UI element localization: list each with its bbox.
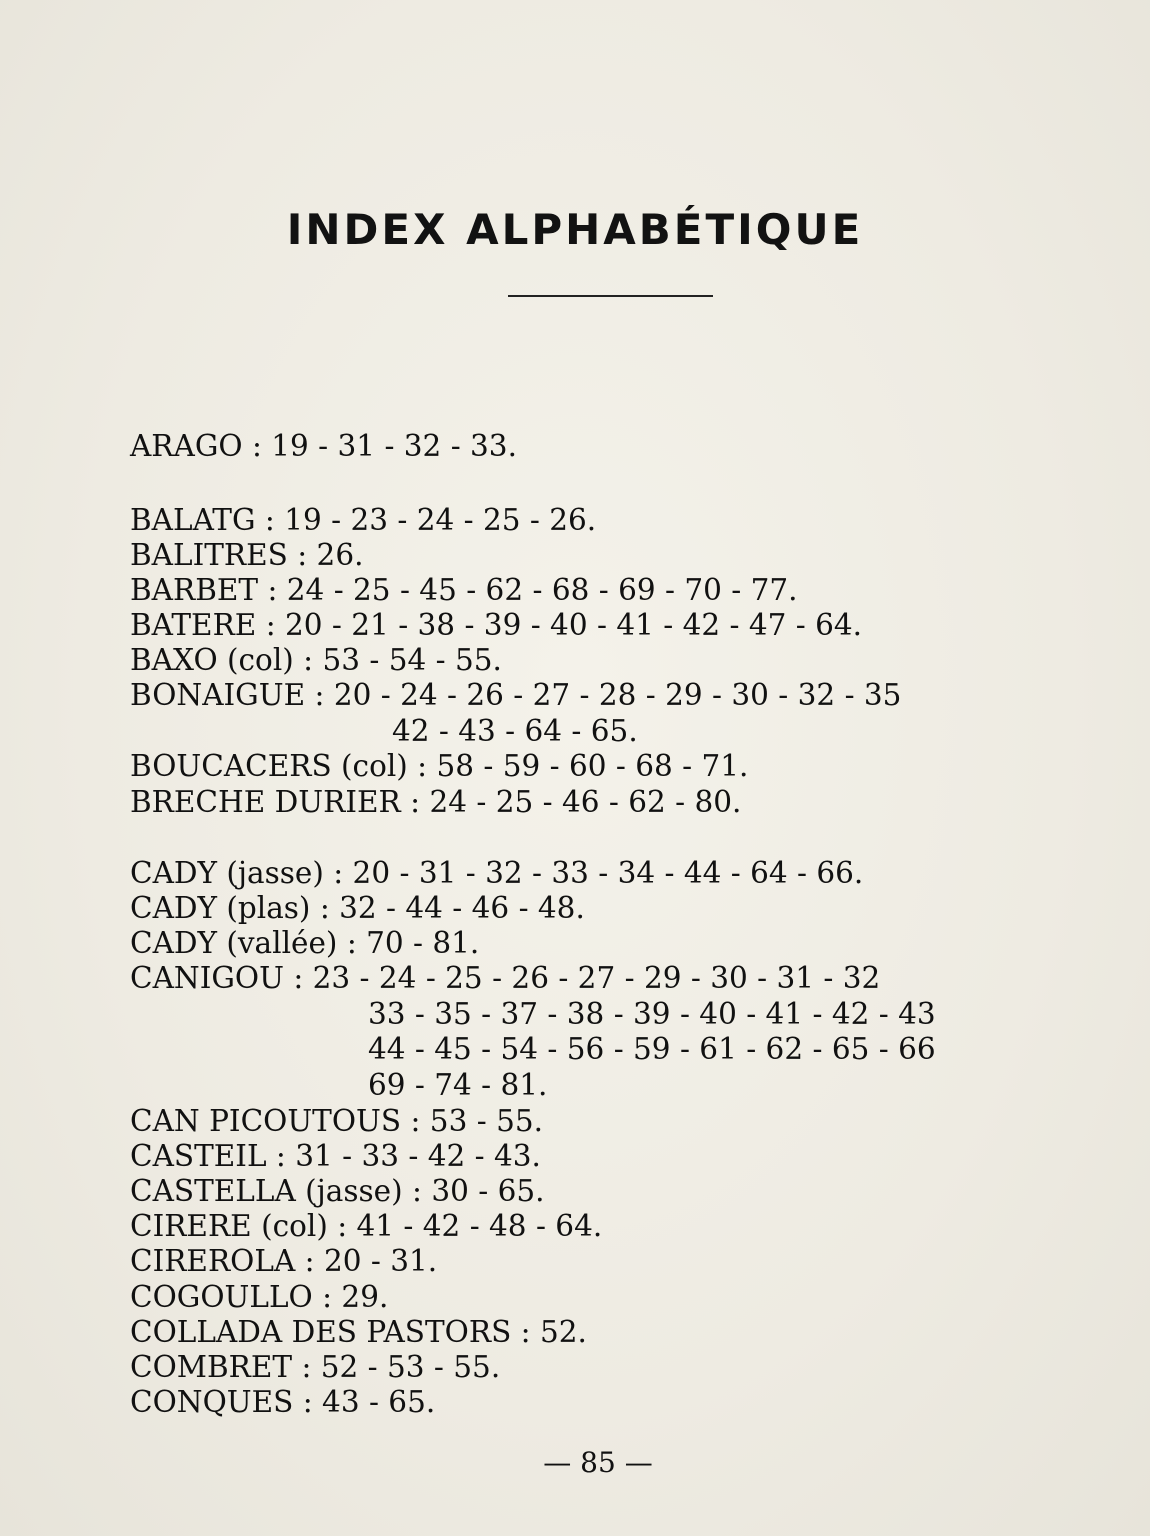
index-entry: BATERE : 20 - 21 - 38 - 39 - 40 - 41 - 42 - 47 - 64. [130,608,863,642]
index-entry: BRECHE DURIER : 24 - 25 - 46 - 62 - 80. [130,785,742,819]
index-entry: BARBET : 24 - 25 - 45 - 62 - 68 - 69 - 70 - 77. [130,573,798,607]
index-entry: CIRERE (col) : 41 - 42 - 48 - 64. [130,1209,603,1243]
index-entry: CASTELLA (jasse) : 30 - 65. [130,1174,545,1208]
index-entry: CAN PICOUTOUS : 53 - 55. [130,1104,543,1138]
page-title: INDEX ALPHABÉTIQUE [286,205,864,254]
index-entry: CADY (plas) : 32 - 44 - 46 - 48. [130,891,585,925]
page-number: — 85 — [543,1446,653,1479]
index-entry: CONQUES : 43 - 65. [130,1385,436,1419]
index-entry: COGOULLO : 29. [130,1280,389,1314]
index-entry: CANIGOU : 23 - 24 - 25 - 26 - 27 - 29 - 30 - 31 - 32 [130,961,881,995]
index-entry-continuation: 69 - 74 - 81. [368,1067,548,1102]
index-entry: CIREROLA : 20 - 31. [130,1244,438,1278]
index-entry: BONAIGUE : 20 - 24 - 26 - 27 - 28 - 29 - 30 - 32 - 35 [130,678,902,712]
index-entry: COLLADA DES PASTORS : 52. [130,1315,587,1349]
index-entry-continuation: 44 - 45 - 54 - 56 - 59 - 61 - 62 - 65 - 66 [368,1032,936,1066]
index-entry-continuation: 33 - 35 - 37 - 38 - 39 - 40 - 41 - 42 - 43 [368,996,936,1031]
index-entry: COMBRET : 52 - 53 - 55. [130,1350,501,1384]
index-entry: CADY (jasse) : 20 - 31 - 32 - 33 - 34 - 44 - 64 - 66. [130,856,864,890]
index-entry: CADY (vallée) : 70 - 81. [130,926,480,960]
index-entry: ARAGO : 19 - 31 - 32 - 33. [130,429,517,463]
title-underline-rule [508,295,713,297]
index-entry: BAXO (col) : 53 - 54 - 55. [130,643,502,677]
index-entry: CASTEIL : 31 - 33 - 42 - 43. [130,1139,541,1173]
index-entry: BOUCACERS (col) : 58 - 59 - 60 - 68 - 71. [130,749,749,783]
index-entry-continuation: 42 - 43 - 64 - 65. [392,713,638,748]
index-entry: BALATG : 19 - 23 - 24 - 25 - 26. [130,503,597,537]
index-entry: BALITRES : 26. [130,538,364,572]
